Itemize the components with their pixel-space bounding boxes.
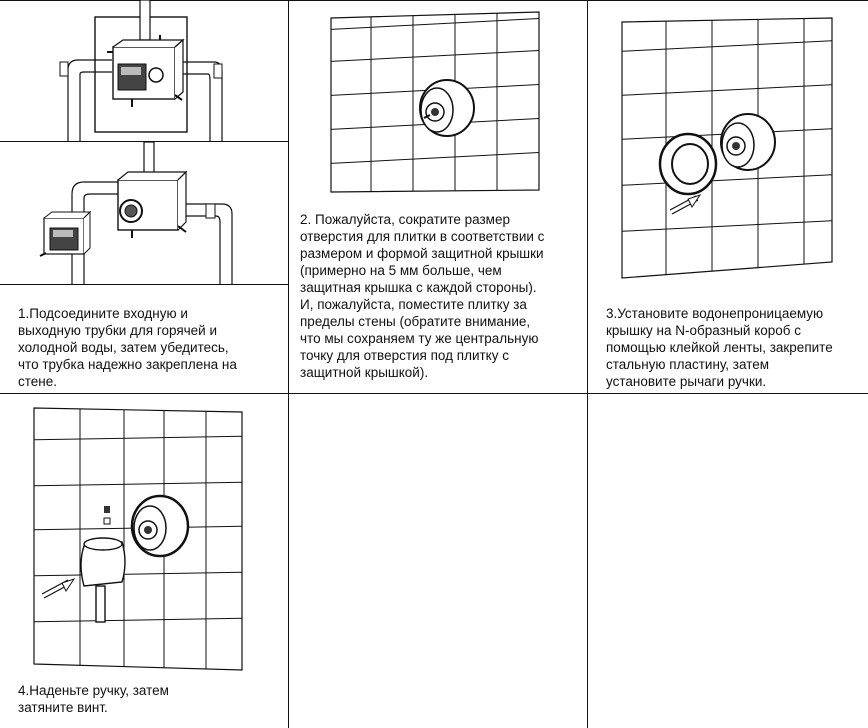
step-4-text: 4.Наденьте ручку, затем затяните винт. bbox=[18, 683, 169, 715]
step-3-illustration bbox=[588, 0, 868, 290]
step-2-text: 2. Пожалуйста, сократите размер отверстия для плитки в соответствии с размером и формой защитной крышки (примерно на 5 мм больше, чем защитная крышка с каждой стороны). И, пожалуйста, поместите плитку за пределы стены (обратите внимание, что мы сохраняем ту же центральную точку для отверстия под плитку с защитной крышкой). bbox=[300, 212, 545, 380]
step-4-illustration bbox=[0, 394, 288, 684]
step-2-illustration bbox=[289, 0, 587, 200]
empty-cell-3 bbox=[588, 394, 868, 728]
step-2-cell bbox=[289, 0, 587, 393]
step-1-text: 1.Подсоедините входную и выходную трубки для горячей и холодной воды, затем убедитесь, что трубка надежно закреплена на стене. bbox=[18, 306, 237, 389]
step-4-cell bbox=[0, 394, 288, 728]
step-1-cell bbox=[0, 0, 288, 393]
step-3-cell bbox=[588, 0, 868, 393]
step-1a-illustration bbox=[0, 0, 288, 141]
step-1b-illustration bbox=[0, 142, 288, 285]
empty-cell-2 bbox=[289, 394, 587, 728]
step-3-text: 3.Установите водонепроницаемую крышку на N-образный короб с помощью клейкой ленты, закрепите стальную пластину, затем установите рычаги ручки. bbox=[606, 306, 833, 389]
